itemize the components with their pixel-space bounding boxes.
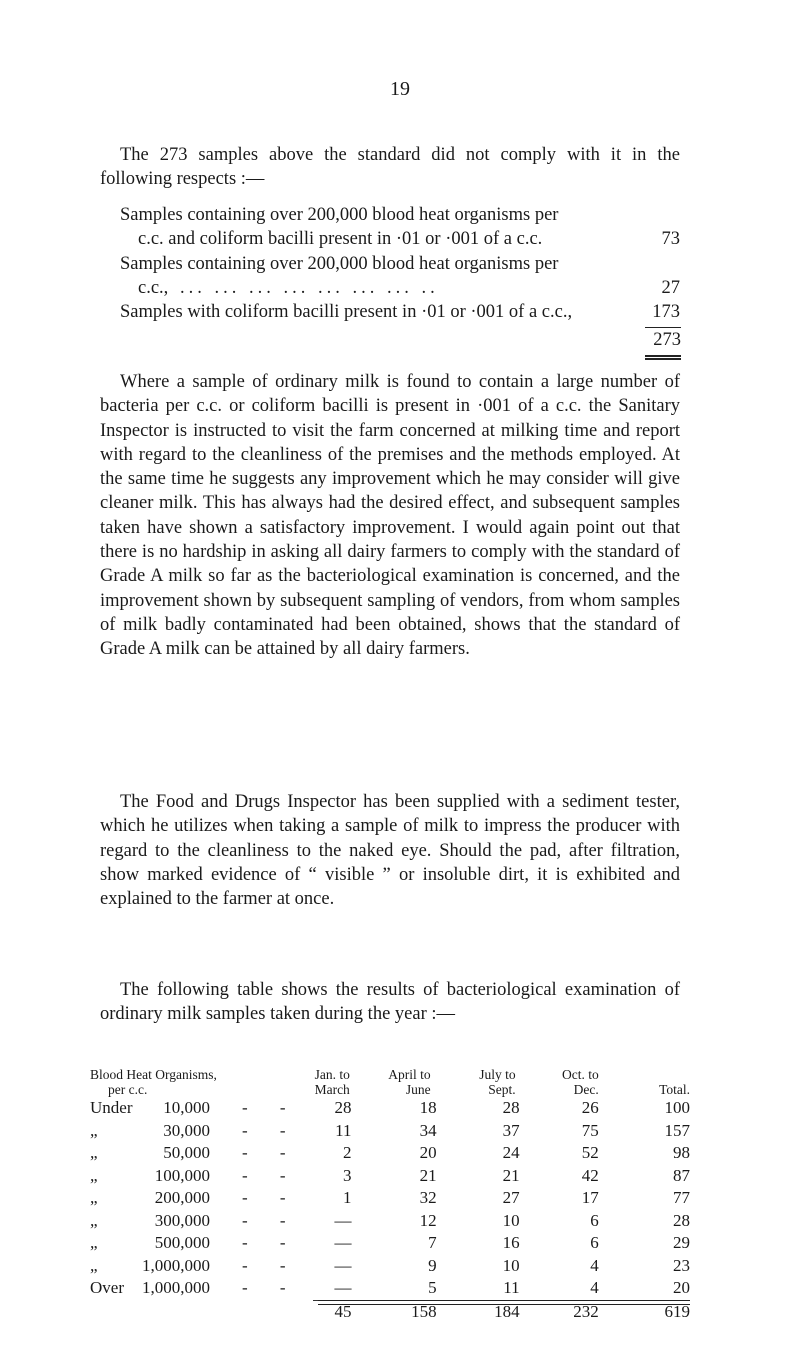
cell-oct-dec: 4 — [590, 1278, 599, 1297]
cell-july-sept: 24 — [502, 1143, 520, 1162]
breakdown-row-2-text-b: c.c., — [138, 277, 169, 298]
paragraph-sanitary-text: Where a sample of ordinary milk is found to contain a large number of bacteria per c.c. or coliform bacilli is present in ·001 of a c.c. the Sanitary Inspector is instructed to visit the farm concerned at milking time and report with regard to the cleanliness of the premises and the methods employed. At the same time he suggests any improvement which he may consider will give cleaner milk. This has always had the desired effect, and subsequent samples taken have shown a satisfactory improvement. I would again point out that there is no hardship in asking all dairy farmers to comply with the standard of Grade A milk so far as the bacteriological examination is concerned, and the improvement shown by subsequent sampling of vendors, from whom samples of milk badly contaminated had been obtained, shows that the standard of Grade A milk can be attained by all dairy farmers. — [100, 372, 680, 660]
breakdown-row-1-value: 73 — [661, 229, 680, 250]
row-threshold: 200,000 — [154, 1188, 210, 1207]
row-threshold: 30,000 — [163, 1120, 210, 1140]
cell-oct-dec: 6 — [590, 1210, 599, 1230]
row-label — [90, 1142, 242, 1165]
cell-july-sept: 21 — [502, 1165, 520, 1185]
cell-july-sept: 27 — [502, 1188, 520, 1207]
cell-april-june: 5 — [428, 1278, 437, 1297]
row-prefix: „ — [90, 1210, 98, 1230]
table-row — [90, 1165, 690, 1188]
cell-july-sept: 28 — [502, 1098, 520, 1117]
breakdown-total: 273 — [653, 330, 681, 350]
cell-total: 100 — [664, 1098, 690, 1117]
row-prefix: Over — [90, 1278, 124, 1298]
table-row — [90, 1097, 690, 1120]
cell-oct-dec: 4 — [590, 1255, 599, 1275]
breakdown-row-3-text: Samples with coliform bacilli present in ·01 or ·001 of a c.c., — [120, 302, 573, 323]
cell-july-sept: 11 — [503, 1278, 520, 1297]
total-oct-dec: 232 — [520, 1300, 599, 1323]
bacteriological-results-table — [90, 1067, 690, 1323]
row-leader: - - — [242, 1255, 300, 1275]
total-grand: 619 — [599, 1300, 690, 1323]
cell-april-june: 12 — [419, 1210, 437, 1230]
header-organisms: Blood Heat Organisms, per c.c. — [90, 1067, 217, 1097]
cell-april-june: 9 — [428, 1255, 437, 1275]
row-label — [90, 1232, 242, 1255]
breakdown-row-2-line-1 — [120, 252, 680, 276]
cell-total: 20 — [673, 1278, 690, 1297]
cell-april-june: 32 — [419, 1188, 437, 1207]
paragraph-sediment — [100, 790, 680, 911]
sum-rule — [645, 327, 681, 328]
cell-july-sept: 16 — [502, 1233, 520, 1252]
cell-total: 87 — [673, 1165, 690, 1185]
row-threshold: 1,000,000 — [142, 1255, 210, 1275]
row-prefix: „ — [90, 1120, 98, 1140]
cell-total: 23 — [673, 1255, 690, 1275]
cell-jan-march: — — [334, 1278, 352, 1297]
intro-text: The 273 samples above the standard did not comply with it in the following respects :— — [100, 145, 680, 190]
row-prefix: „ — [90, 1233, 98, 1252]
cell-oct-dec: 75 — [581, 1120, 599, 1140]
header-april-june: April to June — [388, 1067, 431, 1097]
row-leader: - - — [242, 1278, 300, 1298]
totals-spacer — [90, 1300, 242, 1323]
row-threshold: 500,000 — [154, 1233, 210, 1252]
header-oct-dec: Oct. to Dec. — [561, 1067, 599, 1097]
row-label — [90, 1120, 242, 1143]
row-threshold: 10,000 — [163, 1098, 210, 1117]
row-prefix: Under — [90, 1098, 133, 1117]
row-threshold: 1,000,000 — [142, 1278, 210, 1298]
cell-total: 28 — [673, 1210, 690, 1230]
paragraph-table-intro — [100, 978, 680, 1027]
cell-july-sept: 10 — [502, 1255, 520, 1275]
total-jan-march: 45 — [313, 1300, 352, 1323]
breakdown-row-2-text-a: Samples containing over 200,000 blood heat organisms per — [120, 253, 559, 274]
table-row — [90, 1187, 690, 1210]
intro-paragraph — [100, 143, 680, 192]
row-label — [90, 1187, 242, 1210]
row-leader: - - — [242, 1233, 300, 1252]
sum-double-rule — [645, 355, 681, 360]
breakdown-row-3 — [120, 300, 680, 324]
breakdown-row-1-text-b: c.c. and coliform bacilli present in ·01 or ·001 of a c.c. — [138, 229, 543, 250]
row-label — [90, 1277, 242, 1300]
paragraph-table-intro-text: The following table shows the results of bacteriological examination of ordinary milk samples taken during the year :— — [100, 980, 680, 1025]
breakdown-row-3-value: 173 — [652, 302, 680, 323]
header-july-sept: July to Sept. — [479, 1067, 516, 1097]
header-total: Total. — [659, 1082, 690, 1097]
cell-oct-dec: 17 — [581, 1188, 599, 1207]
row-threshold: 50,000 — [163, 1143, 210, 1162]
cell-total: 157 — [664, 1120, 690, 1140]
row-leader: - - — [242, 1143, 300, 1162]
cell-total: 77 — [673, 1188, 690, 1207]
cell-oct-dec: 6 — [590, 1233, 599, 1252]
cell-april-june: 21 — [419, 1165, 437, 1185]
table-row — [90, 1210, 690, 1233]
row-prefix: „ — [90, 1255, 98, 1275]
cell-oct-dec: 52 — [581, 1143, 599, 1162]
cell-jan-march: 3 — [342, 1165, 352, 1185]
cell-total: 29 — [673, 1233, 690, 1252]
table-row — [90, 1277, 690, 1300]
cell-oct-dec: 42 — [581, 1165, 599, 1185]
sample-breakdown — [120, 203, 680, 324]
row-prefix: „ — [90, 1188, 98, 1207]
cell-total: 98 — [673, 1143, 690, 1162]
cell-jan-march: — — [334, 1210, 352, 1230]
totals-spacer-2 — [242, 1300, 313, 1323]
table-header-row — [90, 1067, 690, 1097]
table-bottom-double-rule — [318, 1300, 690, 1305]
row-leader: - - — [242, 1210, 300, 1230]
breakdown-row-2-line-2 — [120, 276, 680, 300]
row-label — [90, 1165, 242, 1188]
row-label — [90, 1097, 242, 1120]
page-number: 19 — [390, 78, 410, 100]
table-row — [90, 1120, 690, 1143]
header-jan-march: Jan. to March — [314, 1067, 350, 1097]
row-threshold: 100,000 — [154, 1165, 210, 1185]
row-prefix: „ — [90, 1165, 98, 1185]
cell-july-sept: 37 — [502, 1120, 520, 1140]
row-label — [90, 1255, 242, 1278]
row-leader: - - — [242, 1098, 300, 1117]
paragraph-sanitary — [100, 370, 680, 662]
breakdown-row-1-line-1 — [120, 203, 680, 227]
table-row — [90, 1232, 690, 1255]
cell-jan-march: — — [334, 1233, 352, 1252]
breakdown-row-1-line-2 — [120, 227, 680, 251]
row-leader: - - — [242, 1165, 300, 1185]
row-label — [90, 1210, 242, 1233]
cell-july-sept: 10 — [502, 1210, 520, 1230]
cell-april-june: 18 — [419, 1098, 437, 1117]
paragraph-sediment-text: The Food and Drugs Inspector has been supplied with a sediment tester, which he utilizes when taking a sample of milk to impress the producer with regard to the cleanliness to the naked eye. Should the pad, after filtration, show marked evidence of “ visible ” or insoluble dirt, it is exhibited and explained to the farmer at once. — [100, 792, 680, 910]
cell-jan-march: 11 — [335, 1120, 352, 1140]
total-april-june: 158 — [351, 1300, 436, 1323]
cell-jan-march: 2 — [342, 1143, 352, 1162]
cell-jan-march: 1 — [342, 1188, 352, 1207]
breakdown-row-2-value: 27 — [661, 277, 680, 298]
table-row — [90, 1255, 690, 1278]
breakdown-row-1-text-a: Samples containing over 200,000 blood heat organisms per — [120, 205, 559, 225]
leader-dots: ... ... ... ... ... ... ... .. — [180, 277, 439, 298]
cell-oct-dec: 26 — [581, 1098, 599, 1117]
row-threshold: 300,000 — [154, 1210, 210, 1230]
row-leader: - - — [242, 1120, 300, 1140]
row-prefix: „ — [90, 1143, 98, 1162]
cell-april-june: 20 — [419, 1143, 437, 1162]
cell-april-june: 34 — [419, 1120, 437, 1140]
cell-jan-march: 28 — [334, 1098, 352, 1117]
table-row — [90, 1142, 690, 1165]
row-leader: - - — [242, 1188, 300, 1207]
cell-april-june: 7 — [428, 1233, 437, 1252]
cell-jan-march: — — [334, 1255, 352, 1275]
total-july-sept: 184 — [437, 1300, 520, 1323]
